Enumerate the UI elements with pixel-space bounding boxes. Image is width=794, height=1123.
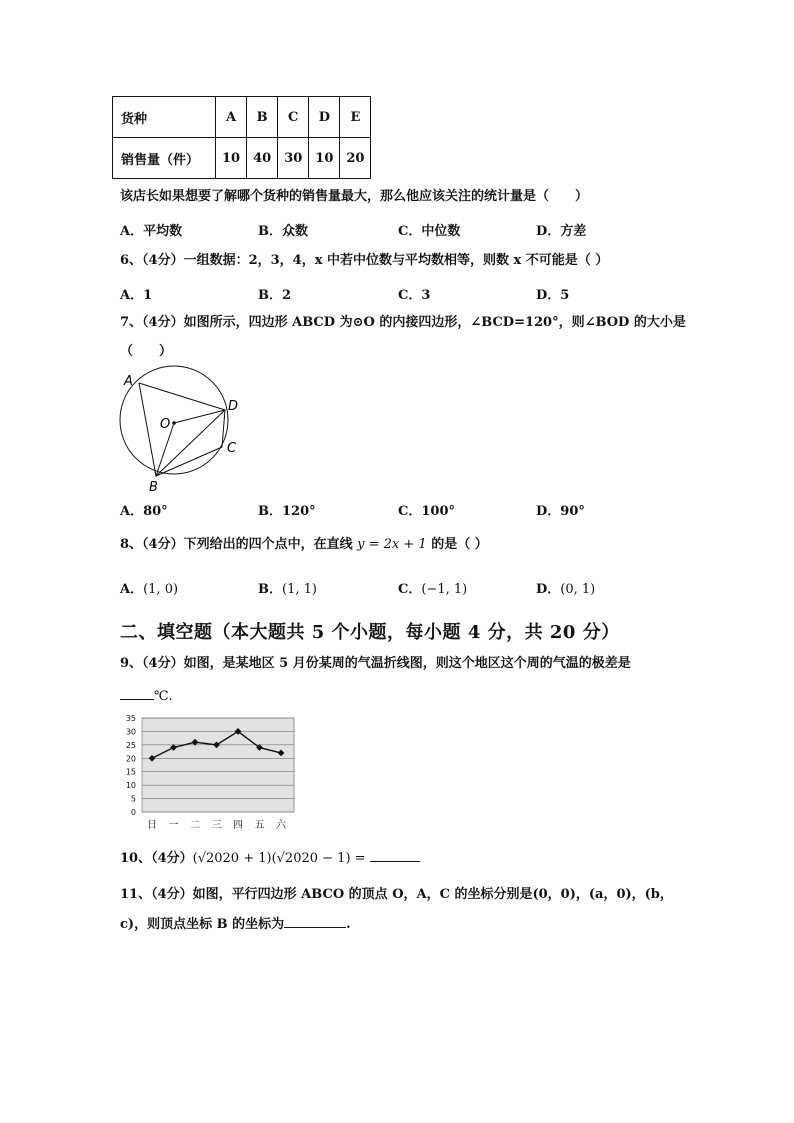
table-value: 20 [340, 138, 371, 179]
q5-option-d: D．方差 [536, 224, 587, 239]
table-category: A [216, 97, 247, 138]
table-value: 10 [216, 138, 247, 179]
q8-equation: y = 2x + 1 [357, 537, 427, 552]
y-tick-label: 5 [130, 794, 136, 804]
q8-option-d-value: (0, 1) [560, 582, 596, 597]
q8-option-a-value: (1, 0) [143, 582, 179, 597]
table-row [113, 138, 371, 179]
y-tick-label: 30 [125, 727, 136, 737]
q5-option-a: A．平均数 [120, 224, 183, 239]
q9-blank [120, 699, 154, 700]
q7-option-c: C．100° [398, 504, 455, 519]
q10-prefix: 10、（4分） [120, 851, 193, 866]
q8-option-c-label: C． [398, 582, 422, 597]
q7-option-a: A．80° [120, 504, 168, 519]
q8-option-d-label: D． [536, 582, 561, 597]
q6-stem: 6、（4分）一组数据：2，3，4，x 中若中位数与平均数相等，则数 x 不可能是（ ） [120, 253, 609, 268]
q9-unit: ℃. [154, 689, 173, 704]
q11-line2-text: c)，则顶点坐标 B 的坐标为 [120, 917, 285, 932]
triangle-abd [139, 383, 225, 476]
label-d: D [228, 399, 239, 414]
y-tick-label: 35 [125, 714, 136, 723]
circle-o [120, 366, 228, 474]
q10-blank [370, 861, 420, 862]
table-row [113, 97, 371, 138]
q7-option-d: D．90° [536, 504, 585, 519]
x-tick-label: 三 [211, 820, 222, 831]
q10-expression: (√2020 + 1)(√2020 − 1) = [192, 851, 366, 866]
table-category: D [309, 97, 340, 138]
q11-line2 [120, 916, 351, 934]
table-value: 30 [278, 138, 309, 179]
q8-option-c-value: (−1, 1) [421, 582, 468, 597]
table-value: 10 [309, 138, 340, 179]
q9-stem: 9、（4分）如图，是某地区 5 月份某周的气温折线图，则这个地区这个周的气温的极差是 [120, 656, 631, 671]
section-title: 二、填空题（本大题共 5 个小题，每小题 4 分，共 20 分） [120, 622, 620, 643]
x-tick-label: 五 [254, 820, 265, 831]
q6-option-b: B．2 [258, 288, 292, 303]
label-c: C [227, 441, 237, 456]
table-value-label: 销售量（件） [113, 138, 216, 179]
q5-option-c: C．中位数 [398, 224, 461, 239]
x-tick-label: 六 [276, 820, 286, 831]
y-tick-label: 10 [125, 781, 136, 791]
center-point [172, 421, 176, 425]
q7-stem-line1: 7、（4分）如图所示，四边形 ABCD 为⊙O 的内接四边形，∠BCD=120°，则∠BOD 的大小是 [120, 315, 686, 330]
q8-option-d [536, 578, 595, 597]
q6-option-d: D．5 [536, 288, 570, 303]
table-header-label: 货种 [113, 97, 216, 138]
y-tick-label: 25 [125, 740, 136, 750]
y-tick-label: 0 [130, 808, 136, 817]
q8-stem-suffix: 的是（ ） [431, 537, 488, 552]
q8-option-b-label: B． [258, 582, 282, 597]
q6-option-c: C．3 [398, 288, 431, 303]
q8-option-b-value: (1, 1) [282, 582, 317, 597]
q7-circle-figure [110, 365, 250, 495]
q8-stem-prefix: 8、（4分）下列给出的四个点中，在直线 [120, 537, 353, 552]
q6-option-a: A．1 [120, 288, 153, 303]
q10-line [120, 850, 420, 868]
x-tick-label: 日 [147, 820, 157, 831]
q7-stem-line2: （ ） [120, 344, 173, 359]
q8-option-a-label: A． [120, 582, 144, 597]
x-tick-label: 四 [233, 820, 243, 831]
segment-od [174, 410, 225, 423]
q8-stem [120, 536, 488, 554]
q7-option-b: B．120° [258, 504, 316, 519]
q11-line1: 11、（4分）如图，平行四边形 ABCO 的顶点 O，A，C 的坐标分别是(0，0)，(a，0)，(b， [120, 887, 673, 902]
table-category: C [278, 97, 309, 138]
temperature-line-chart [112, 712, 302, 838]
label-b: B [149, 480, 158, 495]
q5-option-b: B．众数 [258, 224, 308, 239]
q5-stem: 该店长如果想要了解哪个货种的销售量最大，那么他应该关注的统计量是（ ） [120, 189, 589, 204]
table-value: 40 [247, 138, 278, 179]
q11-end: . [346, 917, 351, 932]
x-tick-label: 一 [168, 820, 179, 831]
table-category: E [340, 97, 371, 138]
q8-option-b [258, 578, 317, 597]
y-tick-label: 15 [125, 767, 136, 777]
q11-blank [284, 927, 346, 928]
sales-table [112, 96, 371, 179]
q8-option-a [120, 578, 178, 597]
y-tick-label: 20 [125, 754, 136, 764]
q8-option-c [398, 578, 467, 597]
label-o: O [160, 417, 171, 432]
q9-answer-line [120, 688, 173, 706]
table-category: B [247, 97, 278, 138]
plot-area [142, 718, 294, 812]
x-tick-label: 二 [190, 820, 200, 831]
label-a: A [124, 374, 133, 389]
